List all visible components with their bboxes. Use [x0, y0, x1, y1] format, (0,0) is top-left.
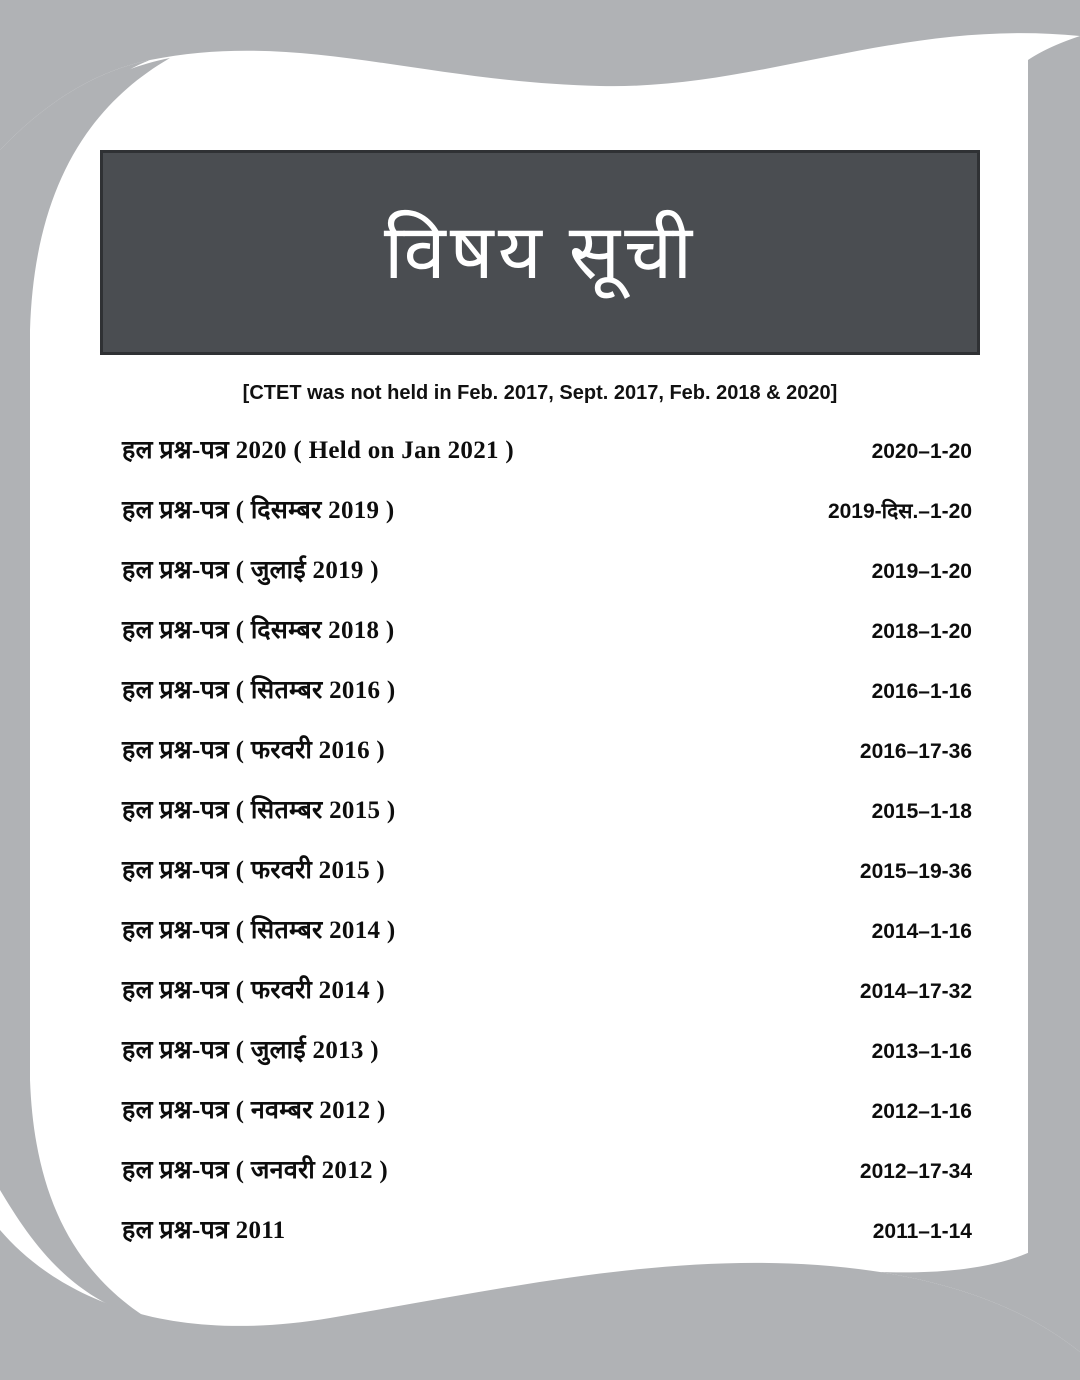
toc-entry-pages: 2015–1-18: [871, 800, 972, 823]
toc-entry[interactable]: [100, 492, 980, 552]
toc-entry[interactable]: [100, 1152, 980, 1212]
toc-entry-title: हल प्रश्न-पत्र ( जनवरी 2012 ): [122, 1157, 388, 1184]
toc-entry-title: हल प्रश्न-पत्र ( जुलाई 2013 ): [122, 1037, 379, 1064]
toc-entry-pages: 2019-दिस.–1-20: [827, 500, 972, 523]
toc-entry-pages: 2012–17-34: [859, 1160, 972, 1183]
toc-entry[interactable]: [100, 1032, 980, 1092]
toc-entry[interactable]: [100, 732, 980, 792]
page-title-banner: [100, 150, 980, 355]
toc-entry-title: हल प्रश्न-पत्र ( दिसम्बर 2019 ): [122, 497, 395, 524]
table-of-contents: [100, 432, 980, 1272]
toc-entry[interactable]: [100, 1092, 980, 1152]
toc-entry-title: हल प्रश्न-पत्र ( सितम्बर 2016 ): [122, 677, 396, 704]
toc-entry-pages: 2018–1-20: [871, 620, 972, 643]
toc-entry-title: हल प्रश्न-पत्र ( सितम्बर 2015 ): [122, 797, 396, 824]
toc-entry[interactable]: [100, 1212, 980, 1272]
page-title: विषय सूची: [383, 210, 697, 295]
toc-entry[interactable]: [100, 912, 980, 972]
toc-entry-pages: 2016–17-36: [859, 740, 972, 763]
toc-entry-title: हल प्रश्न-पत्र 2020 ( Held on Jan 2021 ): [122, 437, 514, 464]
toc-entry-title: हल प्रश्न-पत्र ( सितम्बर 2014 ): [122, 917, 396, 944]
toc-entry-pages: 2020–1-20: [871, 440, 972, 463]
toc-entry-pages: 2014–1-16: [871, 920, 972, 943]
toc-entry[interactable]: [100, 672, 980, 732]
toc-entry-pages: 2014–17-32: [859, 980, 972, 1003]
exam-not-held-note: [CTET was not held in Feb. 2017, Sept. 2017, Feb. 2018 & 2020]: [242, 382, 838, 404]
toc-entry[interactable]: [100, 792, 980, 852]
toc-entry[interactable]: [100, 852, 980, 912]
toc-entry[interactable]: [100, 612, 980, 672]
toc-entry-pages: 2019–1-20: [871, 560, 972, 583]
toc-entry[interactable]: [100, 552, 980, 612]
toc-entry-title: हल प्रश्न-पत्र ( फरवरी 2015 ): [122, 857, 386, 884]
toc-entry-title: हल प्रश्न-पत्र ( जुलाई 2019 ): [122, 557, 379, 584]
toc-entry-title: हल प्रश्न-पत्र ( नवम्बर 2012 ): [122, 1097, 386, 1124]
toc-entry-title: हल प्रश्न-पत्र ( दिसम्बर 2018 ): [122, 617, 395, 644]
toc-entry-pages: 2016–1-16: [871, 680, 972, 703]
toc-entry-pages: 2011–1-14: [872, 1220, 972, 1243]
toc-entry-pages: 2012–1-16: [871, 1100, 972, 1123]
toc-entry-title: हल प्रश्न-पत्र 2011: [122, 1217, 286, 1244]
toc-entry-pages: 2015–19-36: [859, 860, 972, 883]
toc-entry-title: हल प्रश्न-पत्र ( फरवरी 2016 ): [122, 737, 386, 764]
toc-entry[interactable]: [100, 972, 980, 1032]
toc-entry-title: हल प्रश्न-पत्र ( फरवरी 2014 ): [122, 977, 386, 1004]
toc-entry[interactable]: [100, 432, 980, 492]
toc-entry-pages: 2013–1-16: [871, 1040, 972, 1063]
